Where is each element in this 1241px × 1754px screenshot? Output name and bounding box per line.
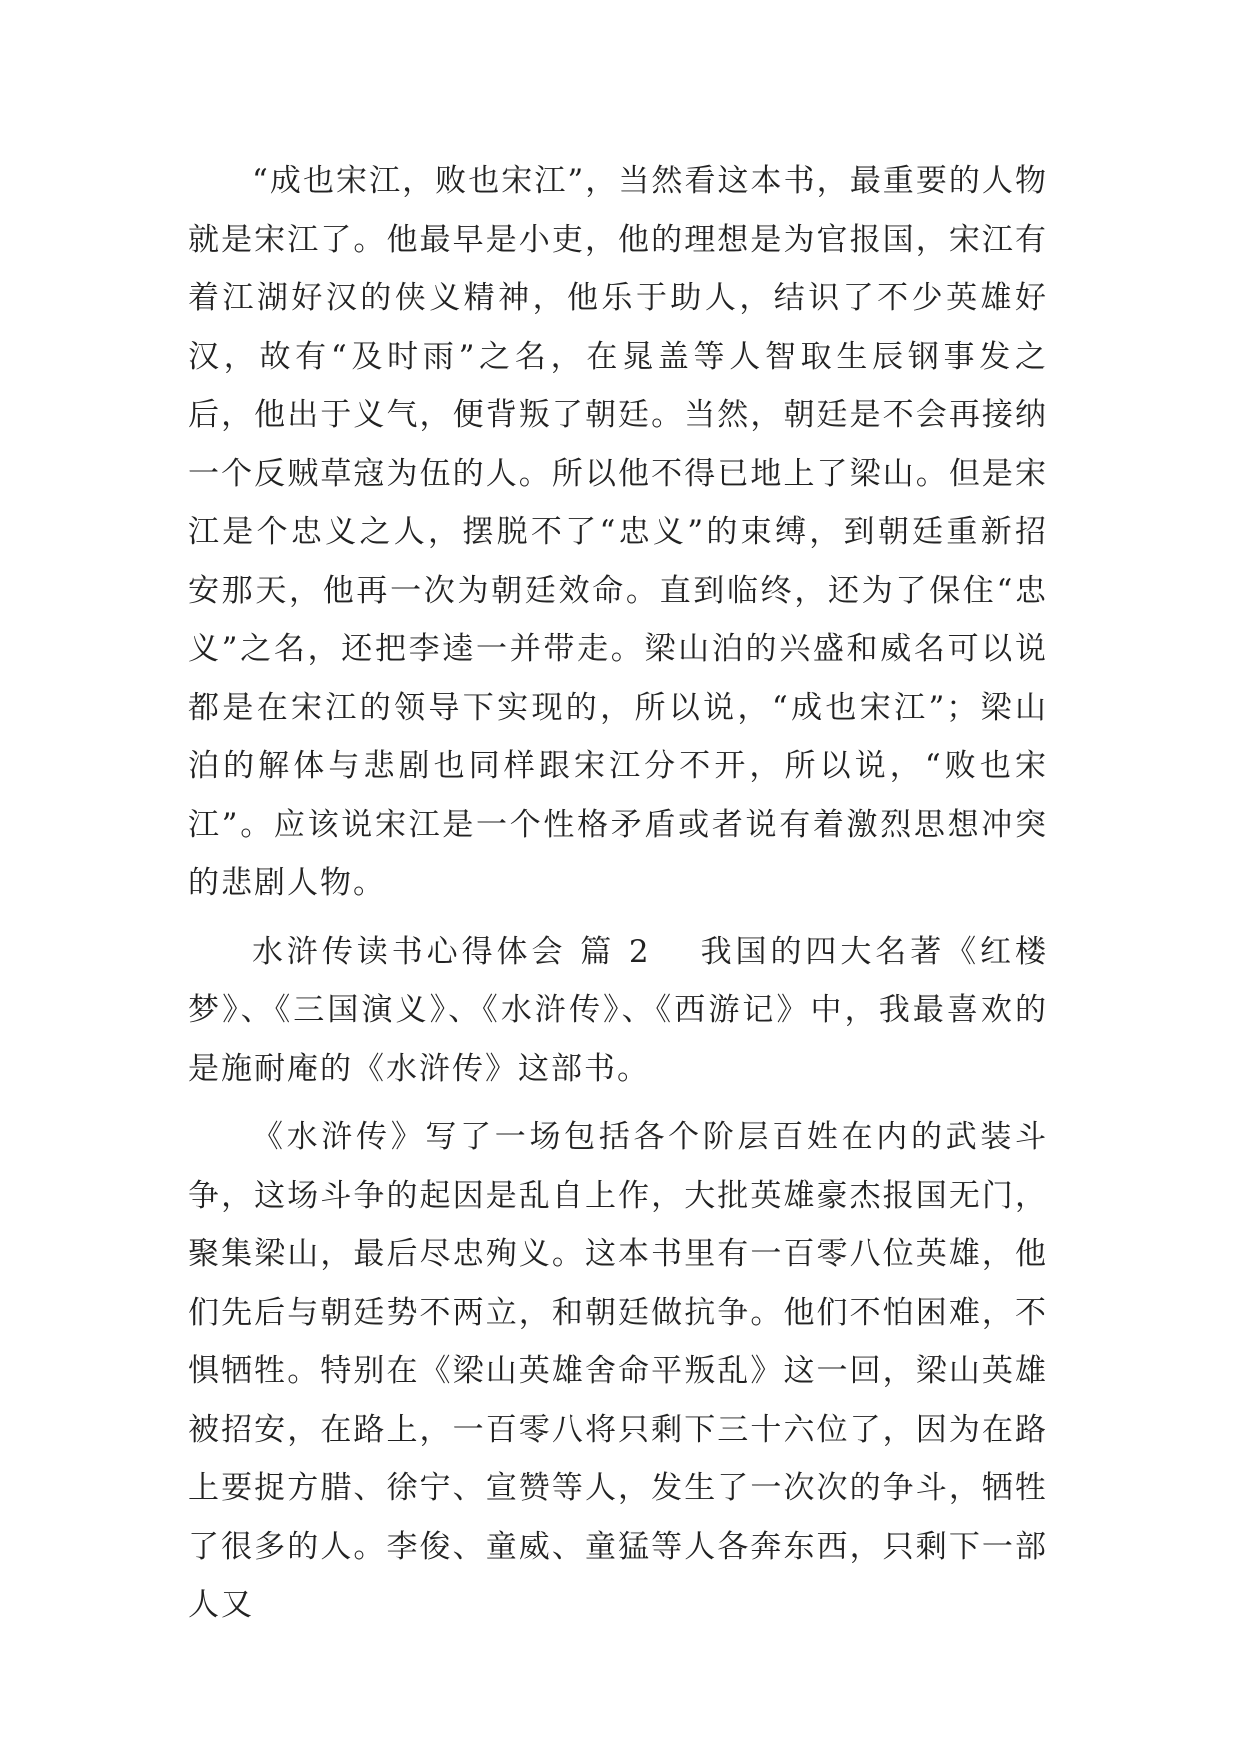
- section-heading-line: [188, 923, 1048, 1099]
- paragraph-spacer: [188, 913, 1048, 923]
- document-body: [188, 152, 1048, 1635]
- paragraph-spacer: [188, 1098, 1048, 1108]
- section-heading: 水浒传读书心得体会 篇 2: [252, 933, 651, 970]
- paragraph-water-margin: 《水浒传》写了一场包括各个阶层百姓在内的武装斗争，这场斗争的起因是乱自上作，大批英雄豪杰报国无门，聚集梁山，最后尽忠殉义。这本书里有一百零八位英雄，他们先后与朝廷势不两立，和朝廷做抗争。他们不怕困难，不惧牺牲。特别在《梁山英雄舍命平叛乱》这一回，梁山英雄被招安，在路上，一百零八将只剩下三十六位了，因为在路上要捉方腊、徐宁、宣赞等人，发生了一次次的争斗，牺牲了很多的人。李俊、童威、童猛等人各奔东西，只剩下一部人又: [188, 1119, 1048, 1623]
- paragraph-song-jiang: “成也宋江，败也宋江”，当然看这本书，最重要的人物就是宋江了。他最早是小吏，他的理想是为官报国，宋江有着江湖好汉的侠义精神，他乐于助人，结识了不少英雄好汉，故有“及时雨”之名，在晁盖等人智取生辰钢事发之后，他出于义气，便背叛了朝廷。当然，朝廷是不会再接纳一个反贼草寇为伍的人。所以他不得已地上了梁山。但是宋江是个忠义之人，摆脱不了“忠义”的束缚，到朝廷重新招安那天，他再一次为朝廷效命。直到临终，还为了保住“忠义”之名，还把李逵一并带走。梁山泊的兴盛和威名可以说都是在宋江的领导下实现的，所以说，“成也宋江”；梁山泊的解体与悲剧也同样跟宋江分不开，所以说，“败也宋江”。应该说宋江是一个性格矛盾或者说有着激烈思想冲突的悲剧人物。: [188, 163, 1048, 901]
- paragraph-four-classics: 我国的四大名著《红楼梦》、《三国演义》、《水浒传》、《西游记》中，我最喜欢的是施耐庵的《水浒传》这部书。: [188, 933, 1049, 1087]
